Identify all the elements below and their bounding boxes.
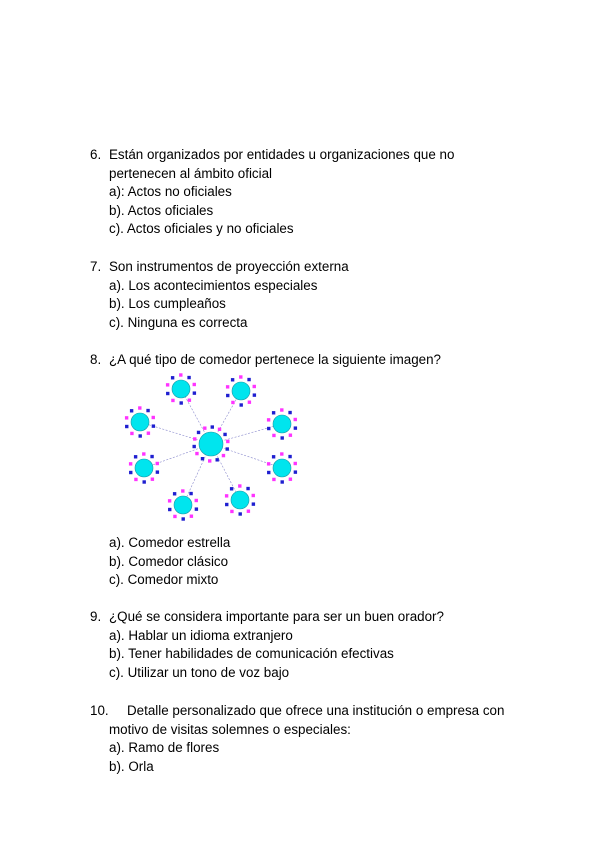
question-9-line-1 [90, 608, 560, 627]
chair [173, 492, 176, 495]
chair [280, 452, 283, 455]
chair [280, 480, 283, 483]
chair [226, 447, 229, 450]
chair [187, 376, 190, 379]
satellite-table [273, 459, 291, 477]
chair [238, 484, 241, 487]
chair [142, 452, 145, 455]
chair [181, 517, 184, 520]
chair [294, 462, 297, 465]
chair [218, 428, 221, 431]
star-dining-diagram [120, 372, 310, 527]
option-c: c). Actos oficiales y no oficiales [109, 221, 294, 237]
chair [201, 457, 204, 460]
question-number: 6. [90, 147, 102, 162]
question-8-options [90, 534, 560, 590]
chair [247, 510, 250, 513]
chair [166, 392, 169, 395]
chair [248, 401, 251, 404]
chair [253, 385, 256, 388]
chair [152, 416, 155, 419]
chair [226, 440, 229, 443]
chair [166, 383, 169, 386]
chair [225, 494, 228, 497]
question-number: 8. [90, 352, 102, 367]
question-number: 10. [90, 703, 109, 718]
chair [156, 470, 159, 473]
satellite-table [172, 380, 190, 398]
chair [231, 401, 234, 404]
chair [147, 432, 150, 435]
question-text: ¿A qué tipo de comedor pertenece la siguiente imagen? [109, 352, 442, 367]
chair [188, 399, 191, 402]
chair [267, 462, 270, 465]
chair [134, 478, 137, 481]
question-7-line-1 [90, 258, 560, 277]
chair [247, 378, 250, 381]
question-text: ¿Qué se considera importante para ser un buen orador? [109, 609, 444, 624]
question-text: Son instrumentos de proyección externa [109, 259, 349, 274]
satellite-table [131, 413, 149, 431]
chair [211, 425, 214, 428]
question-number: 7. [90, 259, 102, 274]
chair [181, 489, 184, 492]
chair [130, 432, 133, 435]
chair [288, 455, 291, 458]
chair [267, 427, 270, 430]
option-b: b). Actos oficiales [109, 202, 214, 218]
chair [171, 376, 174, 379]
option-b: b). Comedor clásico [109, 553, 229, 569]
chair [142, 480, 145, 483]
chair [129, 462, 132, 465]
chair [267, 471, 270, 474]
chair [193, 437, 196, 440]
question-text-continued: pertenecen al ámbito oficial [109, 165, 273, 181]
option-a: a): Actos no oficiales [109, 184, 232, 200]
chair [246, 487, 249, 490]
chair [138, 434, 141, 437]
option-b: b). Orla [109, 758, 154, 774]
chair [280, 436, 283, 439]
chair [226, 394, 229, 397]
satellite-table [232, 382, 250, 400]
chair [125, 416, 128, 419]
question-8-line-1 [90, 351, 560, 370]
question-6-line-1 [90, 146, 560, 165]
satellite-table [231, 491, 249, 509]
chair [156, 462, 159, 465]
chair [138, 406, 141, 409]
chair [223, 433, 226, 436]
option-c: c). Ninguna es correcta [109, 314, 248, 330]
chair [208, 459, 211, 462]
chair [168, 508, 171, 511]
chair [195, 499, 198, 502]
chair [294, 470, 297, 473]
chair [294, 426, 297, 429]
chair [146, 409, 149, 412]
question-text: Detalle personalizado que ofrece una institución o empresa con [127, 703, 505, 718]
chair [239, 403, 242, 406]
chair [193, 391, 196, 394]
chair [225, 503, 228, 506]
chair [168, 499, 171, 502]
chair [280, 408, 283, 411]
question-text: Están organizados por entidades u organizaciones que no [109, 147, 455, 162]
chair [252, 502, 255, 505]
question-6 [90, 146, 560, 239]
chair [125, 425, 128, 428]
chair [289, 434, 292, 437]
chair [215, 458, 218, 461]
chair [130, 409, 133, 412]
question-number: 9. [90, 609, 102, 624]
chair [272, 478, 275, 481]
option-a: a). Los acontecimientos especiales [109, 277, 318, 293]
question-8 [90, 351, 560, 370]
chair [190, 515, 193, 518]
chair [195, 507, 198, 510]
chair [171, 399, 174, 402]
question-10-line-1 [90, 702, 560, 721]
chair [289, 478, 292, 481]
chair [239, 375, 242, 378]
option-c: c). Comedor mixto [109, 572, 219, 588]
question-10 [90, 702, 560, 776]
chair [272, 434, 275, 437]
center-table [199, 432, 223, 456]
question-9 [90, 608, 560, 682]
option-c: c). Utilizar un tono de voz bajo [109, 664, 290, 680]
chair [222, 454, 225, 457]
chair [230, 487, 233, 490]
chair [189, 492, 192, 495]
chair [267, 418, 270, 421]
option-b: b). Los cumpleaños [109, 296, 226, 312]
option-a: a). Hablar un idioma extranjero [109, 627, 293, 643]
chair [230, 510, 233, 513]
chair [129, 471, 132, 474]
question-7 [90, 258, 560, 332]
chair [152, 424, 155, 427]
chair [179, 373, 182, 376]
chair [150, 455, 153, 458]
option-a: a). Ramo de flores [109, 740, 220, 756]
chair [151, 478, 154, 481]
satellite-table [273, 415, 291, 433]
satellite-table [174, 496, 192, 514]
chair [192, 445, 195, 448]
chair [226, 385, 229, 388]
chair [238, 512, 241, 515]
question-text-continued: motivo de visitas solemnes o especiales: [109, 721, 351, 737]
chair [253, 393, 256, 396]
chair [179, 401, 182, 404]
chair [288, 411, 291, 414]
option-b: b). Tener habilidades de comunicación efectivas [109, 646, 394, 662]
satellite-table [135, 459, 153, 477]
chair [193, 383, 196, 386]
chair [197, 431, 200, 434]
chair [173, 515, 176, 518]
chair [272, 411, 275, 414]
chair [203, 426, 206, 429]
chair [294, 418, 297, 421]
chair [252, 494, 255, 497]
chair [231, 378, 234, 381]
option-a: a). Comedor estrella [109, 535, 231, 550]
chair [134, 455, 137, 458]
chair [195, 452, 198, 455]
chair [272, 455, 275, 458]
